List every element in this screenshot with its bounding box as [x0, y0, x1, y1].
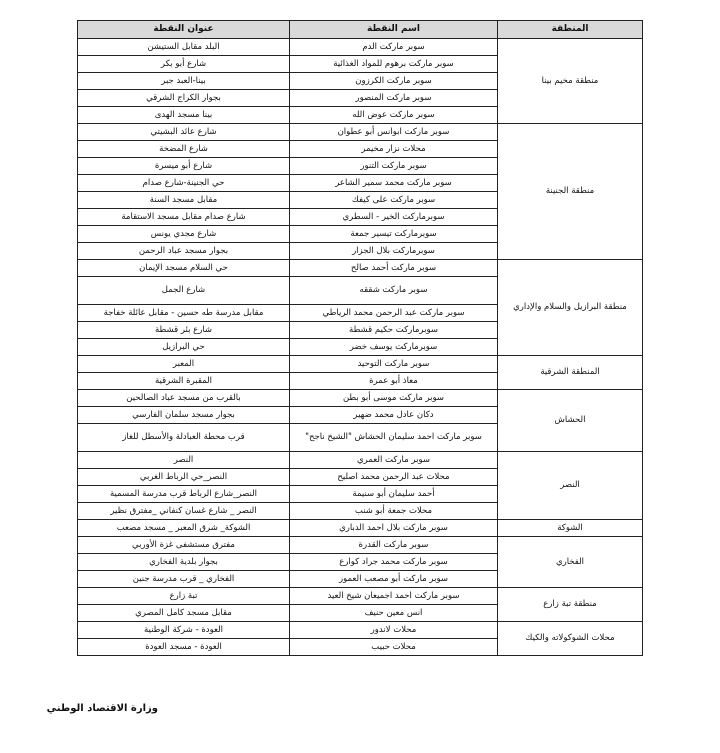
header-point-address: عنوان النقطة — [78, 21, 290, 39]
table-row — [78, 39, 643, 56]
point-address-cell: شارع الجمل — [78, 277, 290, 305]
point-name-cell: سوبر ماركت موسى أبو بطن — [290, 390, 498, 407]
point-address-cell: تبة زارع — [78, 588, 290, 605]
point-address-cell: مفترق مستشفى غزة الأوربي — [78, 537, 290, 554]
point-address-cell: حي السلام مسجد الإيمان — [78, 260, 290, 277]
point-name-cell: سوبر ماركت ابوانس أبو عطوان — [290, 124, 498, 141]
point-name-cell: سوبر ماركت القدرة — [290, 537, 498, 554]
region-cell: النصر — [498, 452, 643, 520]
point-address-cell: الفخاري _ قرب مدرسة جنين — [78, 571, 290, 588]
region-cell: المنطقة الشرقية — [498, 356, 643, 390]
point-address-cell: مقابل مسجد كامل المصري — [78, 605, 290, 622]
point-name-cell: سوبر ماركت محمد جراد كوارع — [290, 554, 498, 571]
point-name-cell: معاذ أبو عمرة — [290, 373, 498, 390]
point-name-cell: سوبر ماركت المنصور — [290, 90, 498, 107]
table-row — [78, 124, 643, 141]
header-point-name: اسم النقطة — [290, 21, 498, 39]
point-address-cell: بجوار مسجد سلمان الفارسي — [78, 407, 290, 424]
point-name-cell: دكان عادل محمد ضهير — [290, 407, 498, 424]
point-address-cell: النصر_شارع الرباط قرب مدرسة المسمية — [78, 486, 290, 503]
point-name-cell: سوبرماركت حكيم قشطة — [290, 322, 498, 339]
point-name-cell: سوبر ماركت شققه — [290, 277, 498, 305]
point-address-cell: بينا-العبد جبر — [78, 73, 290, 90]
point-address-cell: بينا مسجد الهدى — [78, 107, 290, 124]
point-address-cell: البلد مقابل الستيشن — [78, 39, 290, 56]
point-name-cell: سوبر ماركت الكرزون — [290, 73, 498, 90]
point-address-cell: المقبرة الشرقية — [78, 373, 290, 390]
region-cell: منطقة مخيم بينا — [498, 39, 643, 124]
point-name-cell: سوبر ماركت الدم — [290, 39, 498, 56]
header-region: المنطقة — [498, 21, 643, 39]
point-address-cell: بالقرب من مسجد عباد الصالحين — [78, 390, 290, 407]
point-name-cell: محلات نزار مخيمر — [290, 141, 498, 158]
point-name-cell: سوبر ماركت احمد سليمان الحشاش "الشيخ ناجح" — [290, 424, 498, 452]
point-name-cell: سوبر ماركت على كيفك — [290, 192, 498, 209]
point-name-cell: محلات حبيب — [290, 639, 498, 656]
point-name-cell: سوبر ماركت عوض الله — [290, 107, 498, 124]
point-address-cell: شارع أبو بكر — [78, 56, 290, 73]
point-address-cell: شارع بئر قشطة — [78, 322, 290, 339]
table-row — [78, 588, 643, 605]
table-row — [78, 260, 643, 277]
point-address-cell: النصر_حي الرباط الغربي — [78, 469, 290, 486]
point-address-cell: مقابل مسجد السنة — [78, 192, 290, 209]
table-row — [78, 452, 643, 469]
table-row — [78, 622, 643, 639]
point-address-cell: قرب محطة العبادلة والأسطل للغاز — [78, 424, 290, 452]
point-address-cell: مقابل مدرسة طه حسين - مقابل عائلة خفاجة — [78, 305, 290, 322]
point-name-cell: سوبرماركت بلال الجزار — [290, 243, 498, 260]
sales-points-table — [77, 20, 643, 656]
point-address-cell: بجوار الكراج الشرقي — [78, 90, 290, 107]
table-row — [78, 520, 643, 537]
table-header-row — [78, 21, 643, 39]
point-address-cell: النصر — [78, 452, 290, 469]
point-address-cell: العودة - شركة الوطنية — [78, 622, 290, 639]
ministry-name: وزارة الاقتصاد الوطني — [46, 703, 158, 714]
table-row — [78, 537, 643, 554]
point-name-cell: محلات جمعة أبو شنب — [290, 503, 498, 520]
point-name-cell: سوبر ماركت التنور — [290, 158, 498, 175]
point-address-cell: شارع أبو ميسرة — [78, 158, 290, 175]
point-address-cell: النصر _ شارع غسان كنفاني _مفترق نظير — [78, 503, 290, 520]
point-name-cell: سوبر ماركت محمد سمير الشاعر — [290, 175, 498, 192]
point-name-cell: سوبرماركت الخير - السطري — [290, 209, 498, 226]
point-name-cell: سوبر ماركت عبد الرحمن محمد الرياطي — [290, 305, 498, 322]
point-address-cell: حي الجنينة-شارع صدام — [78, 175, 290, 192]
point-name-cell: انس معين حنيف — [290, 605, 498, 622]
point-name-cell: سوبر ماركت التوحيد — [290, 356, 498, 373]
table-row — [78, 390, 643, 407]
region-cell: منطقة البرازيل والسلام والإداري — [498, 260, 643, 356]
point-name-cell: سوبر ماركت احمد اجميعان شيخ العيد — [290, 588, 498, 605]
point-name-cell: سوبر ماركت العمري — [290, 452, 498, 469]
point-name-cell: محلات لاندور — [290, 622, 498, 639]
point-name-cell: سوبر ماركت برهوم للمواد الغذائية — [290, 56, 498, 73]
point-name-cell: سوبر ماركت بلال احمد الدباري — [290, 520, 498, 537]
region-cell: منطقة الجنينة — [498, 124, 643, 260]
point-name-cell: سوبرماركت يوسف خضر — [290, 339, 498, 356]
region-cell: الشوكة — [498, 520, 643, 537]
table-row — [78, 356, 643, 373]
region-cell: الحشاش — [498, 390, 643, 452]
region-cell: منطقة تبة زارع — [498, 588, 643, 622]
point-name-cell: أحمد سليمان أبو سنيمة — [290, 486, 498, 503]
point-name-cell: سوبر ماركت أحمد صالح — [290, 260, 498, 277]
table-body — [78, 39, 643, 656]
point-name-cell: محلات عبد الرحمن محمد اصليح — [290, 469, 498, 486]
region-cell: محلات الشوكولاته والكيك — [498, 622, 643, 656]
region-cell: الفخاري — [498, 537, 643, 588]
point-name-cell: سوبر ماركت أبو مصعب العمور — [290, 571, 498, 588]
point-address-cell: بجوار بلدية الفخاري — [78, 554, 290, 571]
point-address-cell: العودة - مسجد العودة — [78, 639, 290, 656]
point-address-cell: حي البرازيل — [78, 339, 290, 356]
point-address-cell: شارع المضخة — [78, 141, 290, 158]
point-address-cell: شارع مجدي يونس — [78, 226, 290, 243]
point-address-cell: شارع صدام مقابل مسجد الاستقامة — [78, 209, 290, 226]
point-address-cell: الشوكة_ شرق المعبر _ مسجد مصعب — [78, 520, 290, 537]
point-address-cell: بجوار مسجد عباد الرحمن — [78, 243, 290, 260]
point-address-cell: المعبر — [78, 356, 290, 373]
point-address-cell: شارع عائد البشيتي — [78, 124, 290, 141]
point-name-cell: سوبرماركت تيسير جمعة — [290, 226, 498, 243]
